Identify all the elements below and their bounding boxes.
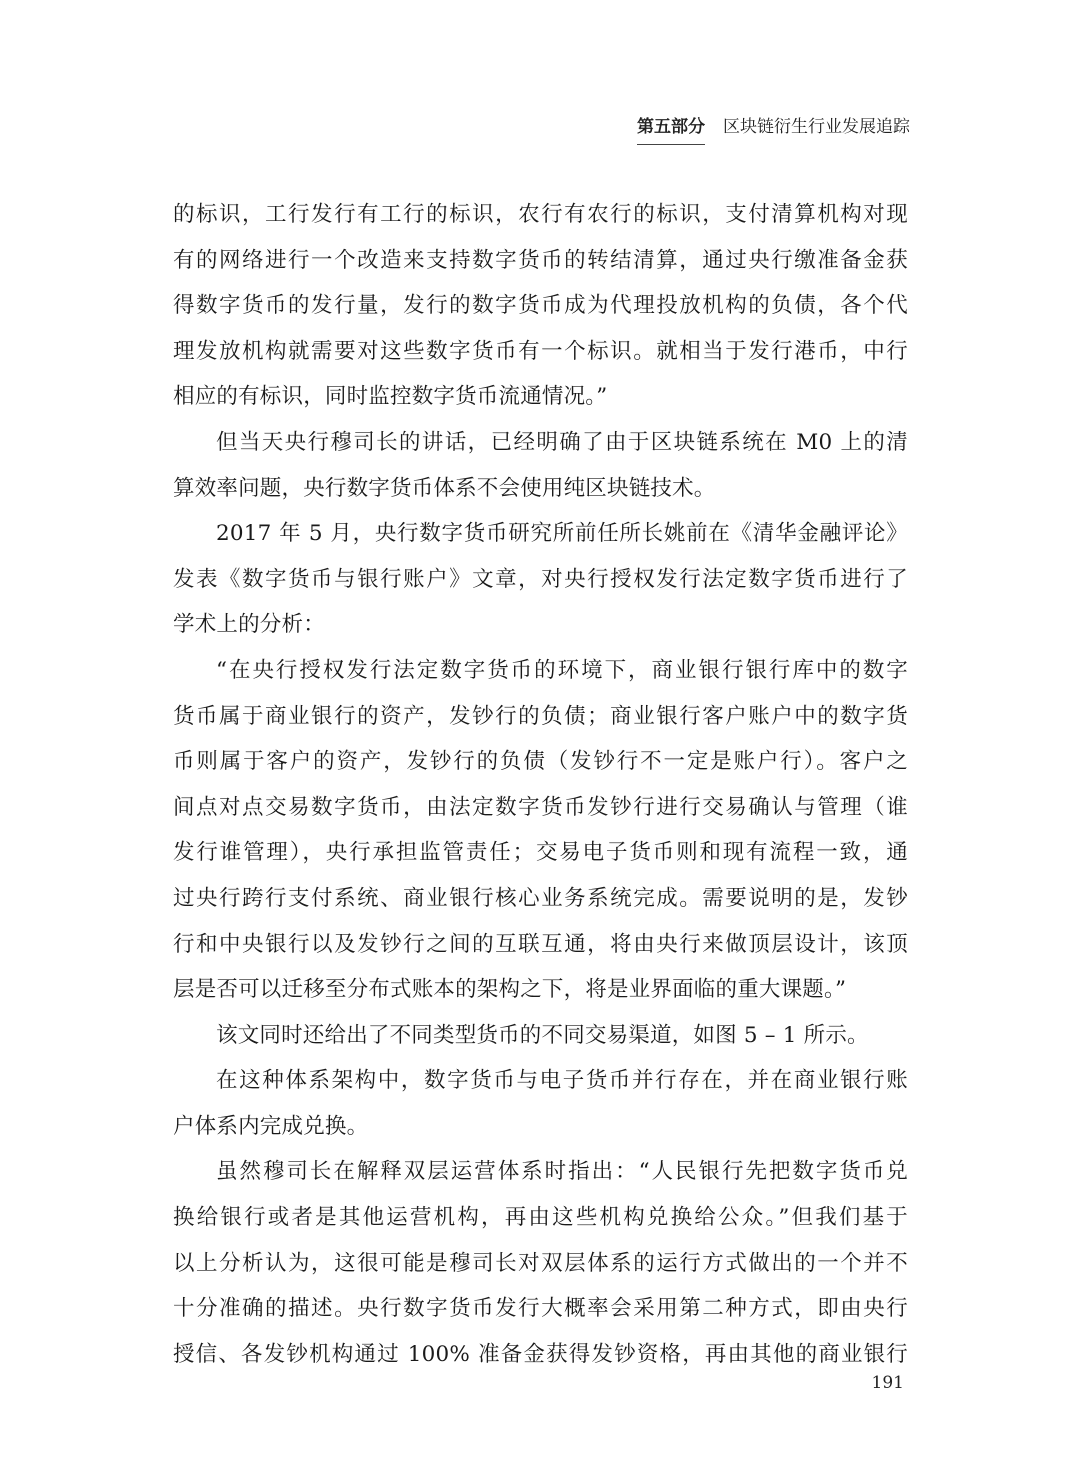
text-line: “在央行授权发行法定数字货币的环境下，商业银行银行库中的数字 <box>216 657 908 683</box>
text-line: 授信、各发钞机构通过 100% 准备金获得发钞资格，再由其他的商业银行 <box>173 1341 908 1367</box>
text-line: 该文同时还给出了不同类型货币的不同交易渠道，如图 5 – 1 所示。 <box>216 1022 869 1048</box>
text-line: 的标识，工行发行有工行的标识，农行有农行的标识，支付清算机构对现 <box>173 202 908 227</box>
text-line: 理发放机构就需要对这些数字货币有一个标识。就相当于发行港币，中行 <box>173 338 908 364</box>
text-line: 相应的有标识，同时监控数字货币流通情况。” <box>173 384 608 410</box>
text-line: 换给银行或者是其他运营机构，再由这些机构兑换给公众。”但我们基于 <box>173 1205 908 1231</box>
text-line: 发表《数字货币与银行账户》文章，对央行授权发行法定数字货币进行了 <box>173 566 908 592</box>
text-line: 以上分析认为，这很可能是穆司长对双层体系的运行方式做出的一个并不 <box>173 1250 908 1276</box>
text-line: 间点对点交易数字货币，由法定数字货币发钞行进行交易确认与管理（谁 <box>173 794 908 820</box>
body-text <box>173 192 908 1377</box>
text-line: 十分准确的描述。央行数字货币发行大概率会采用第二种方式，即由央行 <box>173 1296 908 1322</box>
text-line: 货币属于商业银行的资产，发钞行的负债；商业银行客户账户中的数字货 <box>173 703 908 729</box>
text-line: 过央行跨行支付系统、商业银行核心业务系统完成。需要说明的是，发钞 <box>173 885 908 911</box>
text-line: 层是否可以迁移至分布式账本的架构之下，将是业界面临的重大课题。” <box>173 977 847 1003</box>
text-line: 但当天央行穆司长的讲话，已经明确了由于区块链系统在 M0 上的清 <box>216 429 908 455</box>
text-line: 2017 年 5 月，央行数字货币研究所前任所长姚前在《清华金融评论》 <box>216 521 908 547</box>
text-line: 虽然穆司长在解释双层运营体系时指出：“人民银行先把数字货币兑 <box>216 1159 908 1185</box>
header-section-title: 区块链衍生行业发展追踪 <box>723 117 910 137</box>
text-line: 算效率问题，央行数字货币体系不会使用纯区块链技术。 <box>173 475 716 501</box>
text-line: 得数字货币的发行量，发行的数字货币成为代理投放机构的负债，各个代 <box>173 293 908 319</box>
page-number: 191 <box>871 1373 904 1393</box>
text-line: 发行谁管理），央行承担监管责任；交易电子货币则和现有流程一致，通 <box>173 840 908 866</box>
text-line: 有的网络进行一个改造来支持数字货币的转结清算，通过央行缴准备金获 <box>173 247 908 273</box>
text-line: 币则属于客户的资产，发钞行的负债（发钞行不一定是账户行）。客户之 <box>173 749 908 775</box>
text-line: 行和中央银行以及发钞行之间的互联互通，将由央行来做顶层设计，该顶 <box>173 931 908 957</box>
running-header <box>637 116 910 145</box>
header-part-label: 第五部分 <box>637 116 705 145</box>
text-line: 学术上的分析： <box>173 612 325 638</box>
text-line: 在这种体系架构中，数字货币与电子货币并行存在，并在商业银行账 <box>216 1068 908 1094</box>
text-line: 户体系内完成兑换。 <box>173 1113 369 1139</box>
